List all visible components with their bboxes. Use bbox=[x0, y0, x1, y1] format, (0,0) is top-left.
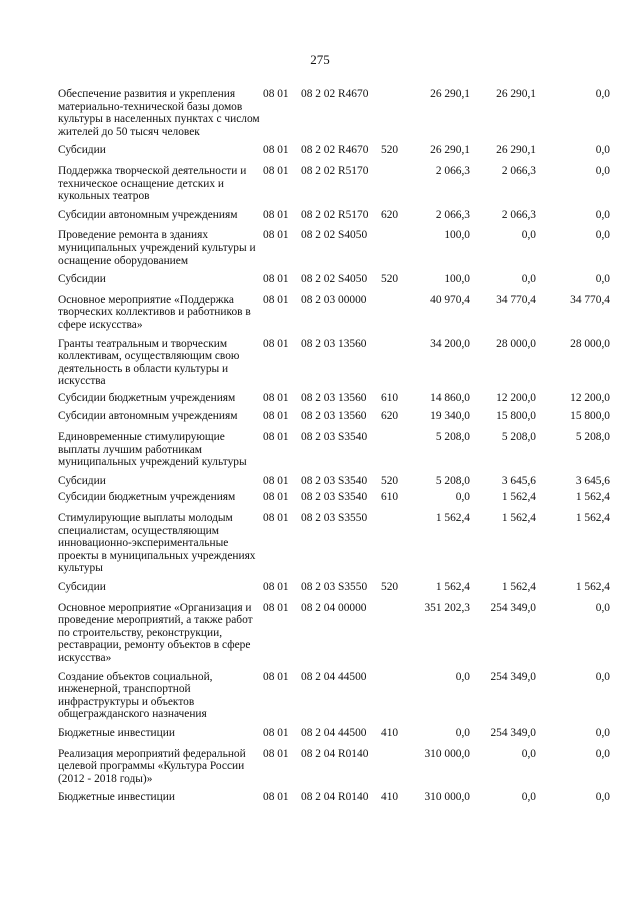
table-row bbox=[0, 431, 640, 469]
row-value-3: 0,0 bbox=[595, 670, 610, 683]
row-value-1: 26 290,1 bbox=[430, 88, 470, 100]
row-value-2: 0,0 bbox=[521, 747, 536, 760]
table-row bbox=[0, 338, 640, 388]
row-section-code: 08 01 bbox=[263, 88, 289, 100]
row-value-1: 34 200,0 bbox=[430, 337, 470, 350]
table-row bbox=[0, 273, 640, 286]
row-name: Основное мероприятие «Поддержка творческих коллективов и работников в сфере искусства» bbox=[58, 293, 251, 331]
row-value-1: 5 208,0 bbox=[435, 431, 470, 444]
row-target-code: 08 2 02 S4050 bbox=[301, 229, 368, 242]
row-expense-type: 610 bbox=[381, 391, 399, 404]
row-name: Субсидии bbox=[58, 474, 106, 487]
table-row bbox=[0, 748, 640, 786]
row-name: Субсидии бюджетным учреждениям bbox=[58, 491, 236, 504]
row-value-3: 0,0 bbox=[595, 273, 610, 286]
row-name: Проведение ремонта в зданиях муниципальных учреждений культуры и оснащение оборудованием bbox=[58, 229, 256, 267]
row-value-2: 2 066,3 bbox=[501, 164, 536, 177]
row-value-2: 1 562,4 bbox=[501, 512, 536, 525]
row-target-code: 08 2 03 S3540 bbox=[301, 474, 368, 487]
table-row bbox=[0, 294, 640, 332]
row-value-1: 26 290,1 bbox=[430, 144, 470, 157]
budget-table bbox=[0, 88, 640, 804]
row-name: Единовременные стимулирующие выплаты лучшим работникам муниципальных учреждений культуры bbox=[58, 431, 247, 469]
row-section-code: 08 01 bbox=[263, 491, 289, 504]
table-row bbox=[0, 491, 640, 504]
row-value-2: 254 349,0 bbox=[490, 726, 536, 739]
row-name: Субсидии автономным учреждениям bbox=[58, 208, 238, 221]
table-row bbox=[0, 581, 640, 594]
row-value-3: 0,0 bbox=[595, 144, 610, 157]
row-expense-type: 520 bbox=[381, 474, 399, 487]
table-row bbox=[0, 144, 640, 157]
row-target-code: 08 2 04 R0140 bbox=[301, 791, 369, 804]
row-section-code: 08 01 bbox=[263, 791, 289, 804]
row-name: Субсидии автономным учреждениям bbox=[58, 410, 238, 423]
row-section-code: 08 01 bbox=[263, 337, 289, 350]
row-target-code: 08 2 03 00000 bbox=[301, 293, 367, 306]
row-section-code: 08 01 bbox=[263, 293, 289, 306]
row-value-2: 26 290,1 bbox=[496, 88, 536, 100]
row-value-2: 15 800,0 bbox=[496, 410, 536, 423]
row-expense-type: 520 bbox=[381, 273, 399, 286]
table-row bbox=[0, 602, 640, 665]
table-row bbox=[0, 671, 640, 721]
table-row bbox=[0, 229, 640, 267]
row-expense-type: 410 bbox=[381, 726, 399, 739]
row-value-1: 5 208,0 bbox=[435, 474, 470, 487]
row-section-code: 08 01 bbox=[263, 164, 289, 177]
row-value-1: 100,0 bbox=[444, 273, 470, 286]
row-value-2: 1 562,4 bbox=[501, 581, 536, 593]
row-value-1: 40 970,4 bbox=[430, 293, 470, 306]
table-row bbox=[0, 475, 640, 488]
row-name: Субсидии bbox=[58, 273, 106, 286]
row-value-1: 100,0 bbox=[444, 229, 470, 242]
row-value-3: 0,0 bbox=[595, 747, 610, 760]
row-name: Субсидии бюджетным учреждениям bbox=[58, 391, 236, 404]
row-section-code: 08 01 bbox=[263, 670, 289, 683]
row-value-1: 0,0 bbox=[455, 670, 470, 683]
row-value-1: 310 000,0 bbox=[424, 791, 470, 804]
row-value-2: 0,0 bbox=[521, 229, 536, 242]
row-value-1: 19 340,0 bbox=[430, 410, 470, 423]
row-target-code: 08 2 02 R4670 bbox=[301, 144, 369, 157]
table-row bbox=[0, 727, 640, 740]
row-expense-type: 620 bbox=[381, 410, 399, 423]
row-target-code: 08 2 04 R0140 bbox=[301, 747, 369, 760]
table-row bbox=[0, 791, 640, 804]
row-value-3: 0,0 bbox=[595, 791, 610, 804]
row-target-code: 08 2 03 S3540 bbox=[301, 491, 368, 504]
row-value-3: 34 770,4 bbox=[570, 293, 610, 306]
row-target-code: 08 2 02 R5170 bbox=[301, 208, 369, 221]
row-value-3: 3 645,6 bbox=[575, 474, 610, 487]
row-value-2: 0,0 bbox=[521, 791, 536, 804]
row-value-1: 14 860,0 bbox=[430, 391, 470, 404]
row-value-1: 310 000,0 bbox=[424, 747, 470, 760]
table-row bbox=[0, 512, 640, 575]
row-value-3: 0,0 bbox=[595, 726, 610, 739]
row-value-3: 1 562,4 bbox=[575, 581, 610, 593]
row-target-code: 08 2 03 S3540 bbox=[301, 431, 368, 444]
row-name: Реализация мероприятий федеральной целевой программы «Культура России (2012 - 2018 годы)» bbox=[58, 747, 246, 785]
row-section-code: 08 01 bbox=[263, 474, 289, 487]
row-target-code: 08 2 02 R4670 bbox=[301, 88, 369, 100]
row-expense-type: 410 bbox=[381, 791, 399, 804]
row-expense-type: 520 bbox=[381, 581, 399, 593]
row-expense-type: 620 bbox=[381, 208, 399, 221]
row-value-3: 28 000,0 bbox=[570, 337, 610, 350]
row-value-2: 34 770,4 bbox=[496, 293, 536, 306]
row-value-2: 254 349,0 bbox=[490, 601, 536, 614]
row-value-3: 1 562,4 bbox=[575, 491, 610, 504]
row-name: Бюджетные инвестиции bbox=[58, 791, 175, 804]
row-value-3: 0,0 bbox=[595, 229, 610, 242]
row-value-1: 2 066,3 bbox=[435, 164, 470, 177]
page-number: 275 bbox=[310, 52, 330, 67]
table-row bbox=[0, 209, 640, 222]
row-value-3: 0,0 bbox=[595, 164, 610, 177]
row-expense-type: 520 bbox=[381, 144, 399, 157]
table-row bbox=[0, 392, 640, 405]
row-value-2: 12 200,0 bbox=[496, 391, 536, 404]
row-section-code: 08 01 bbox=[263, 144, 289, 157]
table-row bbox=[0, 165, 640, 203]
table-row bbox=[0, 88, 640, 138]
row-value-3: 1 562,4 bbox=[575, 512, 610, 525]
row-value-1: 1 562,4 bbox=[435, 581, 470, 593]
row-section-code: 08 01 bbox=[263, 512, 289, 525]
row-section-code: 08 01 bbox=[263, 391, 289, 404]
row-target-code: 08 2 04 44500 bbox=[301, 726, 367, 739]
row-name: Обеспечение развития и укрепления материально-технической базы домов культуры в населенных пунктах с числом жителей до 50 тысяч человек bbox=[58, 88, 260, 138]
row-section-code: 08 01 bbox=[263, 431, 289, 444]
row-section-code: 08 01 bbox=[263, 229, 289, 242]
row-name: Основное мероприятие «Организация и проведение мероприятий, а также работ по строительству, реконструкции, реставрации, ремонту объектов в сфере искусства» bbox=[58, 601, 253, 664]
row-section-code: 08 01 bbox=[263, 601, 289, 614]
row-value-3: 0,0 bbox=[595, 88, 610, 100]
row-value-1: 0,0 bbox=[455, 726, 470, 739]
row-value-1: 351 202,3 bbox=[424, 601, 470, 614]
row-name: Субсидии bbox=[58, 581, 106, 593]
row-value-2: 2 066,3 bbox=[501, 208, 536, 221]
row-value-1: 2 066,3 bbox=[435, 208, 470, 221]
row-target-code: 08 2 03 S3550 bbox=[301, 512, 368, 525]
row-target-code: 08 2 02 R5170 bbox=[301, 164, 369, 177]
row-name: Бюджетные инвестиции bbox=[58, 726, 175, 739]
row-target-code: 08 2 04 00000 bbox=[301, 601, 367, 614]
row-section-code: 08 01 bbox=[263, 581, 289, 593]
row-value-2: 0,0 bbox=[521, 273, 536, 286]
row-target-code: 08 2 03 S3550 bbox=[301, 581, 368, 593]
row-name: Гранты театральным и творческим коллективам, осуществляющим свою деятельность в области культуры и искусства bbox=[58, 337, 240, 388]
row-value-3: 12 200,0 bbox=[570, 391, 610, 404]
row-target-code: 08 2 03 13560 bbox=[301, 391, 367, 404]
row-value-2: 5 208,0 bbox=[501, 431, 536, 444]
row-section-code: 08 01 bbox=[263, 273, 289, 286]
row-target-code: 08 2 03 13560 bbox=[301, 337, 367, 350]
row-value-2: 28 000,0 bbox=[496, 337, 536, 350]
row-target-code: 08 2 03 13560 bbox=[301, 410, 367, 423]
row-value-3: 0,0 bbox=[595, 601, 610, 614]
row-target-code: 08 2 02 S4050 bbox=[301, 273, 368, 286]
row-name: Стимулирующие выплаты молодым специалистам, осуществляющим инновационно-экспериментальные проекты в муниципальных учреждениях культуры bbox=[58, 512, 256, 575]
row-section-code: 08 01 bbox=[263, 208, 289, 221]
row-section-code: 08 01 bbox=[263, 747, 289, 760]
row-value-3: 0,0 bbox=[595, 208, 610, 221]
row-name: Субсидии bbox=[58, 144, 106, 157]
row-name: Создание объектов социальной, инженерной, транспортной инфраструктуры и объектов общегражданского назначения bbox=[58, 670, 213, 721]
row-expense-type: 610 bbox=[381, 491, 399, 504]
row-value-1: 0,0 bbox=[455, 491, 470, 504]
row-section-code: 08 01 bbox=[263, 726, 289, 739]
table-row bbox=[0, 410, 640, 423]
row-target-code: 08 2 04 44500 bbox=[301, 670, 367, 683]
row-value-2: 26 290,1 bbox=[496, 144, 536, 157]
row-value-2: 1 562,4 bbox=[501, 491, 536, 504]
row-name: Поддержка творческой деятельности и техническое оснащение детских и кукольных театров bbox=[58, 164, 247, 203]
row-value-2: 3 645,6 bbox=[501, 474, 536, 487]
row-value-3: 15 800,0 bbox=[570, 410, 610, 423]
row-value-3: 5 208,0 bbox=[575, 431, 610, 444]
row-value-1: 1 562,4 bbox=[435, 512, 470, 525]
row-section-code: 08 01 bbox=[263, 410, 289, 423]
row-value-2: 254 349,0 bbox=[490, 670, 536, 683]
